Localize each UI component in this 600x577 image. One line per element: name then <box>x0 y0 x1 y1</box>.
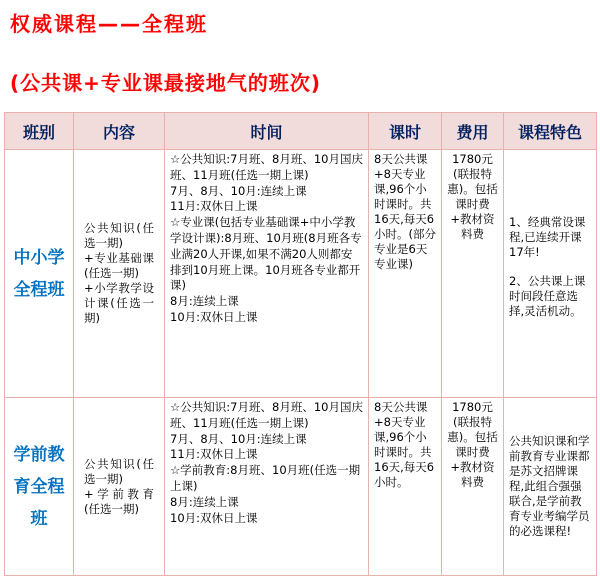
header-time: 时间 <box>165 113 369 150</box>
header-fee: 费用 <box>442 113 504 150</box>
table-header-row <box>5 113 597 150</box>
fee-cell: 1780元(联报特惠)。包括课时费+教材资料费 <box>442 150 504 398</box>
table-row <box>5 150 597 398</box>
course-table <box>4 112 597 576</box>
time-cell: ☆公共知识:7月班、8月班、10月国庆班、11月班(任选一期上课) 7月、8月、10月:连续上课 11月:双休日上课 ☆专业课(包括专业基础课+中小学教学设计课):8月班、10月班(8月班各专业满20人开课,如果不满20人则都安排到10月班上课。10月班各专业都开课) 8月:连续上课 10月:双休日上课 <box>165 150 369 398</box>
feature-line: 2、公共课上课时间段任意选择,灵活机动。 <box>509 273 586 318</box>
class-name-cell: 学前教育全程班 <box>5 398 74 576</box>
class-name-cell: 中小学全程班 <box>5 150 74 398</box>
hours-cell: 8天公共课+8天专业课,96个小时课时。共16天,每天6小时。 <box>369 398 442 576</box>
fee-cell: 1780元(联报特惠)。包括课时费+教材资料费 <box>442 398 504 576</box>
headline-subtitle: (公共课+专业课最接地气的班次) <box>10 71 322 95</box>
feature-line: 公共知识课和学前教育专业课都是苏文招牌课程,此组合强强联合,是学前教育专业考编学员的必选课程! <box>509 434 590 538</box>
header-content: 内容 <box>74 113 165 150</box>
feature-line: 1、经典常设课程,已连续开课17年! <box>509 214 586 259</box>
hours-cell: 8天公共课+8天专业课,96个小时课时。共16天,每天6小时。(部分专业是6天专业课) <box>369 150 442 398</box>
features-cell <box>504 150 597 398</box>
table-row <box>5 398 597 576</box>
time-cell: ☆公共知识:7月班、8月班、10月国庆班、11月班(任选一期上课) 7月、8月、10月:连续上课 11月:双休日上课 ☆学前教育:8月班、10月班(任选一期上课) 8月:连续上课 10月:双休日上课 <box>165 398 369 576</box>
header-hours: 课时 <box>369 113 442 150</box>
content-cell: 公共知识(任选一期) +学前教育(任选一期) <box>74 398 165 576</box>
features-cell <box>504 398 597 576</box>
header-class: 班别 <box>5 113 74 150</box>
headline-title: 权威课程——全程班 <box>10 12 208 36</box>
content-cell: 公共知识(任选一期) +专业基础课(任选一期) +小学教学设计课(任选一期) <box>74 150 165 398</box>
header-features: 课程特色 <box>504 113 597 150</box>
